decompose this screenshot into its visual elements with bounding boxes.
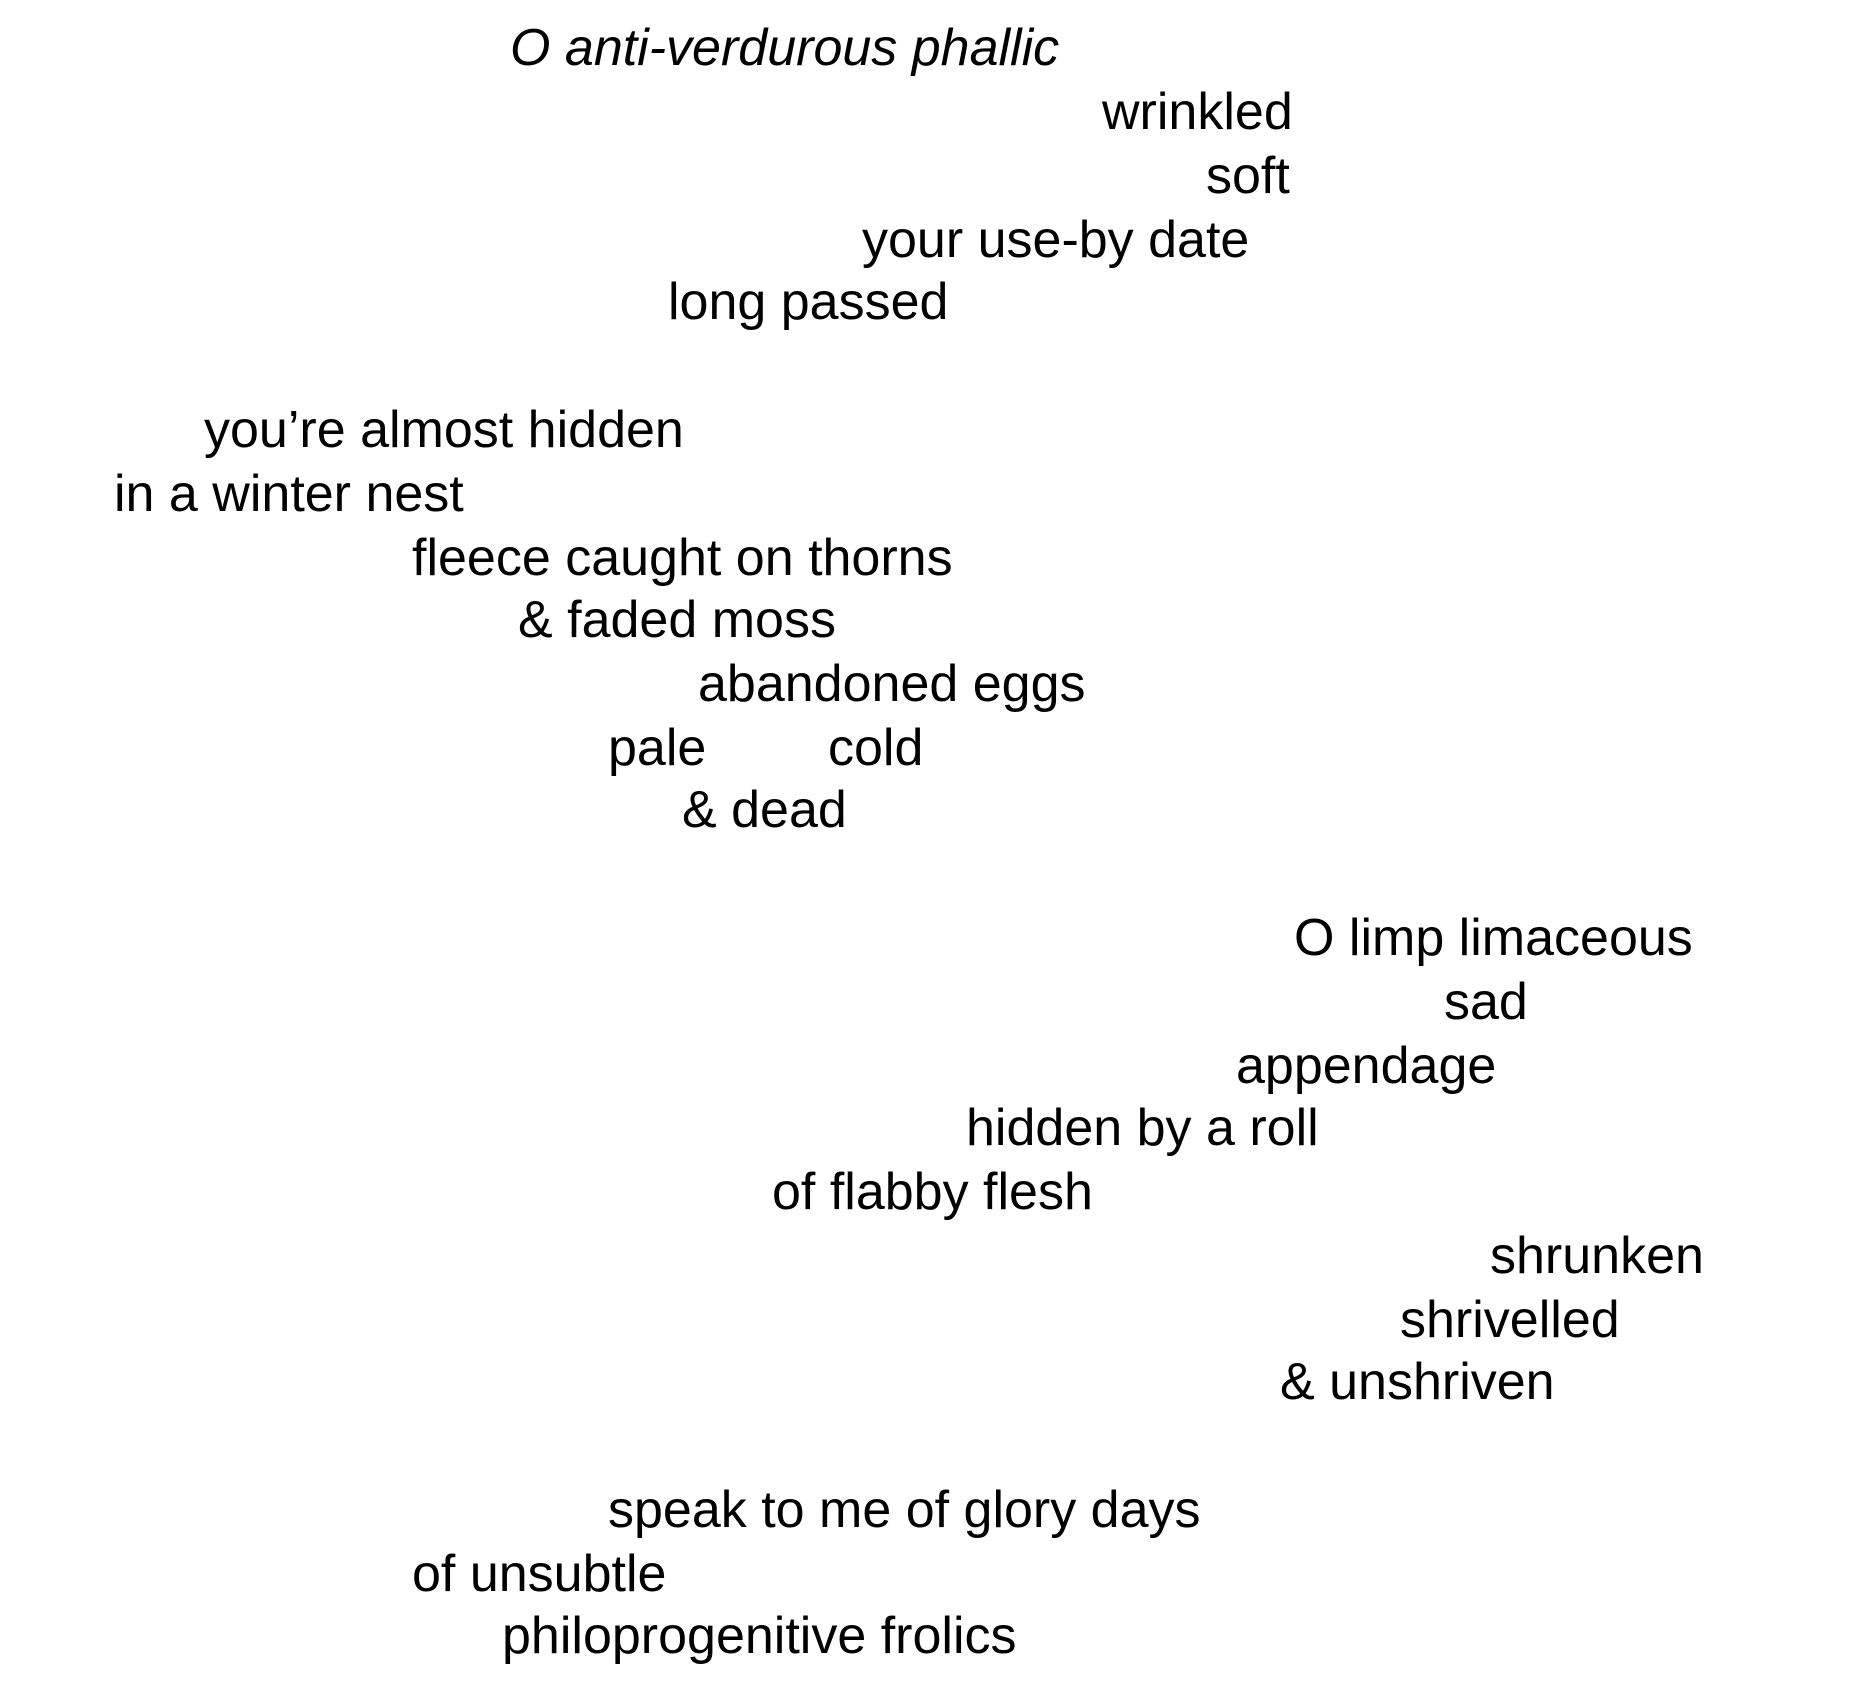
- poem-line: O limp limaceous: [1294, 909, 1693, 967]
- poem-line: O anti-verdurous phallic: [510, 19, 1060, 77]
- poem-line: cold: [828, 719, 924, 777]
- poem-line: & faded moss: [518, 591, 836, 649]
- poem-line: sad: [1444, 973, 1528, 1031]
- poem-line: & unshriven: [1280, 1353, 1555, 1411]
- poem-line: of unsubtle: [412, 1545, 667, 1603]
- poem-line: & dead: [682, 781, 847, 839]
- poem-line: you’re almost hidden: [204, 401, 684, 459]
- poem-line: abandoned eggs: [698, 655, 1086, 713]
- poem-line: pale: [608, 719, 707, 777]
- poem-line: fleece caught on thorns: [412, 529, 953, 587]
- poem-line: in a winter nest: [114, 465, 464, 523]
- poem-line: shrivelled: [1400, 1291, 1620, 1349]
- poem-line: of flabby flesh: [772, 1163, 1093, 1221]
- poem-line: shrunken: [1490, 1227, 1704, 1285]
- poem-line: soft: [1206, 147, 1290, 205]
- poem-line: wrinkled: [1102, 83, 1293, 141]
- poem-line: speak to me of glory days: [608, 1481, 1201, 1539]
- poem-line: appendage: [1236, 1037, 1497, 1095]
- poem-line: hidden by a roll: [966, 1099, 1319, 1157]
- poem-line: philoprogenitive frolics: [502, 1607, 1017, 1665]
- poem-line: your use-by date: [862, 211, 1250, 269]
- poem-line: long passed: [668, 273, 949, 331]
